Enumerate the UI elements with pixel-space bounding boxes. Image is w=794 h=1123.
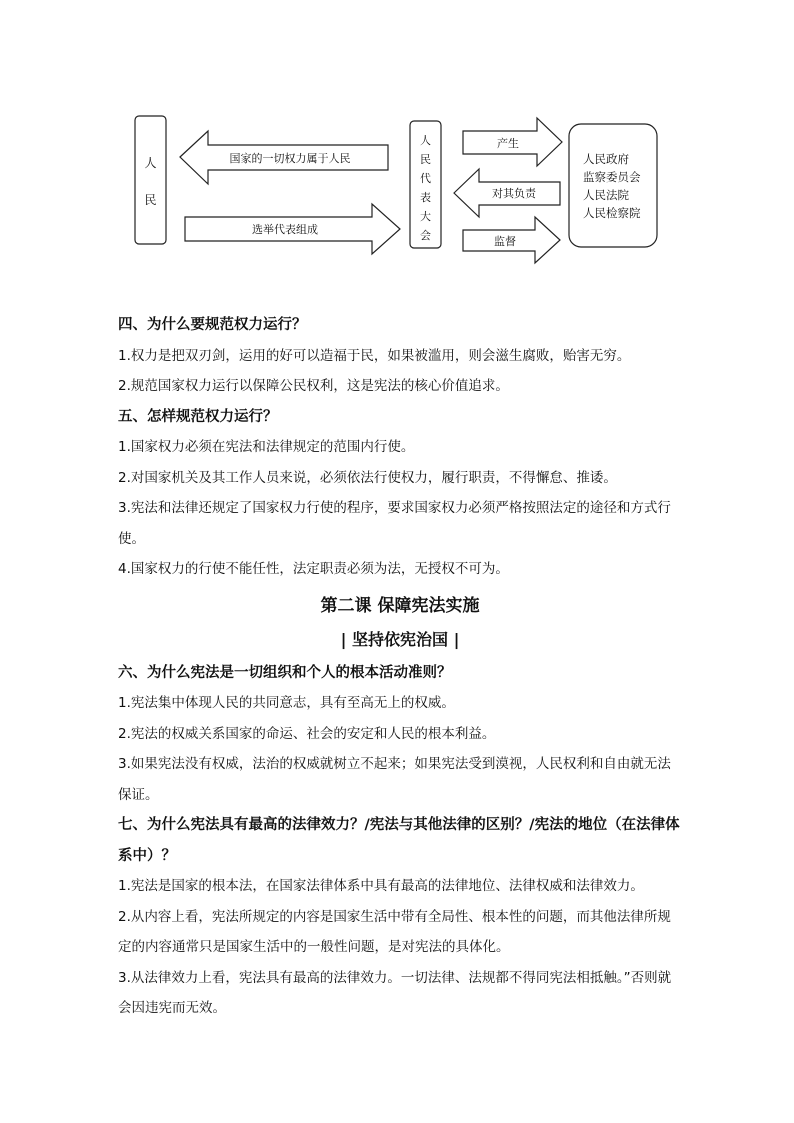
arrow-responsible-label: 对其负责 bbox=[492, 187, 536, 200]
question-6-heading: 六、为什么宪法是一切组织和个人的根本活动准则？ bbox=[118, 664, 452, 681]
arrow-supervise-label: 监督 bbox=[494, 235, 516, 248]
people-char-1: 人 bbox=[144, 156, 157, 170]
question-6-point-3: 3.如果宪法没有权威，法治的权威就树立不起来；如果宪法受到漠视，人民权利和自由就无法保证。 bbox=[118, 756, 671, 803]
question-4-point-1: 1.权力是把双刃剑，运用的好可以造福于民，如果被滥用，则会滋生腐败，贻害无穷。 bbox=[118, 347, 631, 364]
people-box bbox=[135, 116, 166, 244]
congress-char-4: 表 bbox=[420, 191, 431, 204]
question-6-point-1: 1.宪法集中体现人民的共同意志，具有至高无上的权威。 bbox=[118, 695, 455, 711]
congress-char-2: 民 bbox=[420, 153, 431, 166]
question-7-point-3: 3.从法律效力上看，宪法具有最高的法律效力。一切法律、法规都不得同宪法相抵触。”否则就会因违宪而无效。 bbox=[118, 969, 672, 1016]
organ-court: 人民法院 bbox=[583, 188, 629, 202]
lesson-title: 第二课 保障宪法实施 bbox=[320, 595, 480, 616]
arrow-power-to-people-label: 国家的一切权力属于人民 bbox=[229, 152, 351, 165]
power-structure-diagram bbox=[0, 0, 794, 300]
organ-supervision: 监察委员会 bbox=[583, 170, 641, 184]
document-body bbox=[118, 310, 682, 1024]
question-4-point-2: 2.规范国家权力运行以保障公民权利，这是宪法的核心价值追求。 bbox=[118, 378, 509, 394]
organ-procuratorate: 人民检察院 bbox=[583, 206, 641, 220]
question-5-point-3: 3.宪法和法律还规定了国家权力行使的程序，要求国家权力必须严格按照法定的途径和方式行使。 bbox=[118, 500, 671, 547]
state-organs-box bbox=[569, 124, 657, 247]
question-5-point-1: 1.国家权力必须在宪法和法律规定的范围内行使。 bbox=[118, 439, 415, 455]
organ-government: 人民政府 bbox=[583, 152, 629, 166]
question-7-point-2: 2.从内容上看，宪法所规定的内容是国家生活中带有全局性、根本性的问题，而其他法律所规定的内容通常只是国家生活中的一般性问题，是对宪法的具体化。 bbox=[118, 908, 671, 955]
arrow-elect-representatives-label: 选举代表组成 bbox=[252, 223, 318, 236]
question-5-point-2: 2.对国家机关及其工作人员来说，必须依法行使权力，履行职责，不得懈怠、推诿。 bbox=[118, 469, 617, 486]
arrow-produce-label: 产生 bbox=[497, 137, 519, 150]
section-title: | 坚持依宪治国 | bbox=[340, 630, 460, 649]
question-5-point-4: 4.国家权力的行使不能任性，法定职责必须为法，无授权不可为。 bbox=[118, 561, 509, 577]
question-7-heading: 七、为什么宪法具有最高的法律效力？/宪法与其他法律的区别？/宪法的地位（在法律体系中）？ bbox=[118, 817, 680, 864]
question-4-heading: 四、为什么要规范权力运行？ bbox=[118, 317, 307, 333]
congress-char-6: 会 bbox=[420, 229, 431, 242]
question-6-point-2: 2.宪法的权威关系国家的命运、社会的安定和人民的根本利益。 bbox=[118, 725, 496, 742]
people-char-2: 民 bbox=[144, 193, 157, 207]
question-5-heading: 五、怎样规范权力运行？ bbox=[118, 408, 278, 425]
congress-char-3: 代 bbox=[420, 172, 431, 185]
congress-char-5: 大 bbox=[420, 210, 431, 223]
question-7-point-1: 1.宪法是国家的根本法，在国家法律体系中具有最高的法律地位、法律权威和法律效力。 bbox=[118, 878, 644, 894]
congress-char-1: 人 bbox=[420, 134, 431, 147]
